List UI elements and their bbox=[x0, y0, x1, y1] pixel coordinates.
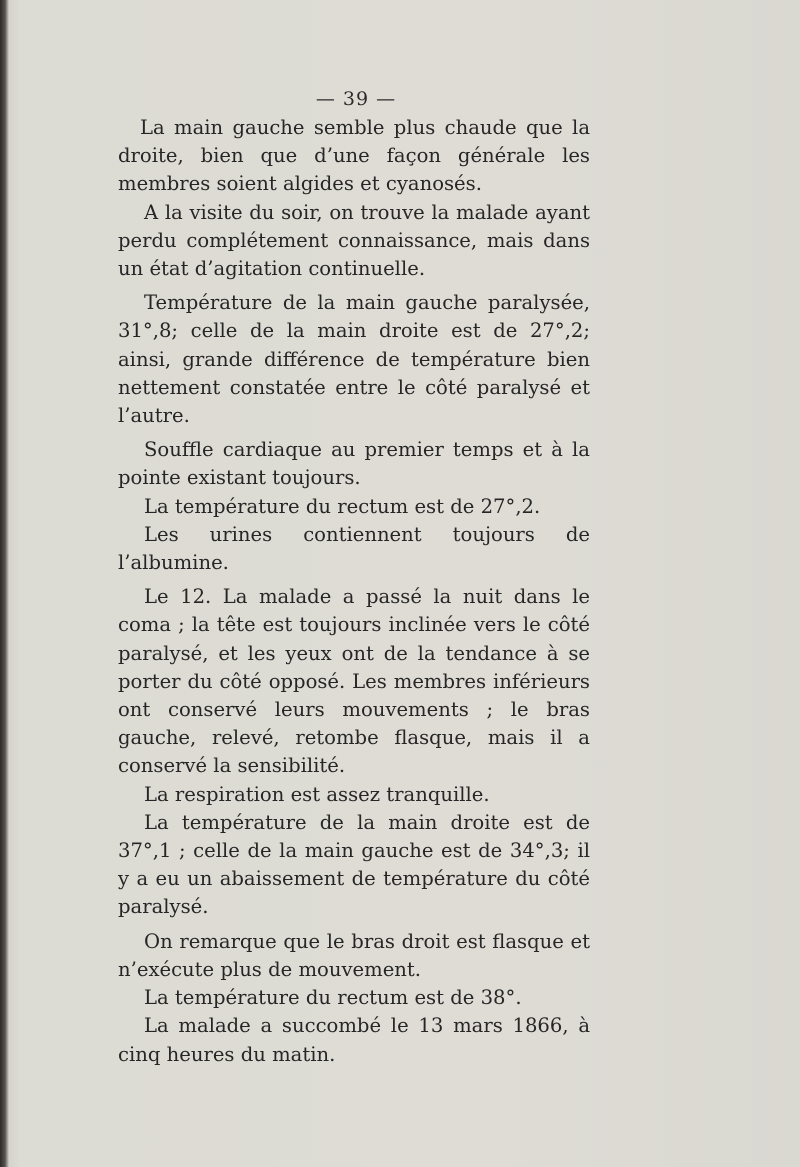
paragraph: Souffle cardiaque au premier temps et à la pointe existant toujours. bbox=[118, 438, 590, 490]
page-number: — 39 — bbox=[315, 88, 397, 110]
paragraph: Le 12. La malade a passé la nuit dans le coma ; la tête est toujours inclinée vers le côté paralysé, et les yeux ont de la tendance à se porter du côté opposé. Les membres inférieurs ont conservé leurs mouvements ; le bras gauche, relevé, retombe flasque, mais il a conservé la sensibilité. bbox=[118, 585, 590, 778]
binding-edge bbox=[0, 0, 9, 1167]
paragraph: La température du rectum est de 27°,2. bbox=[144, 494, 541, 518]
paragraph: La main gauche semble plus chaude que la droite, bien que d’une façon générale les membres soient algides et cyanosés. bbox=[118, 116, 590, 196]
paragraph: La respiration est assez tranquille. bbox=[144, 782, 490, 806]
paragraph: Les urines contiennent toujours de l’albumine. bbox=[118, 522, 590, 575]
paragraph: A la visite du soir, on trouve la malade ayant perdu complétement connaissance, mais dans un état d’agitation continuelle. bbox=[118, 200, 590, 281]
paragraph: Température de la main gauche paralysée, 31°,8; celle de la main droite est de 27°,2; ainsi, grande différence de température bien nettement constatée entre le côté paralysé et l’autre. bbox=[118, 291, 590, 428]
paragraph: La température du rectum est de 38°. bbox=[144, 986, 522, 1010]
body-text bbox=[118, 114, 590, 1069]
paragraph: On remarque que le bras droit est flasque et n’exécute plus de mouvement. bbox=[118, 929, 590, 981]
paragraph: La température de la main droite est de 37°,1 ; celle de la main gauche est de 34°,3; il y a eu un abaissement de température du côté paralysé. bbox=[118, 810, 590, 919]
paragraph: La malade a succombé le 13 mars 1866, à cinq heures du matin. bbox=[118, 1014, 590, 1066]
